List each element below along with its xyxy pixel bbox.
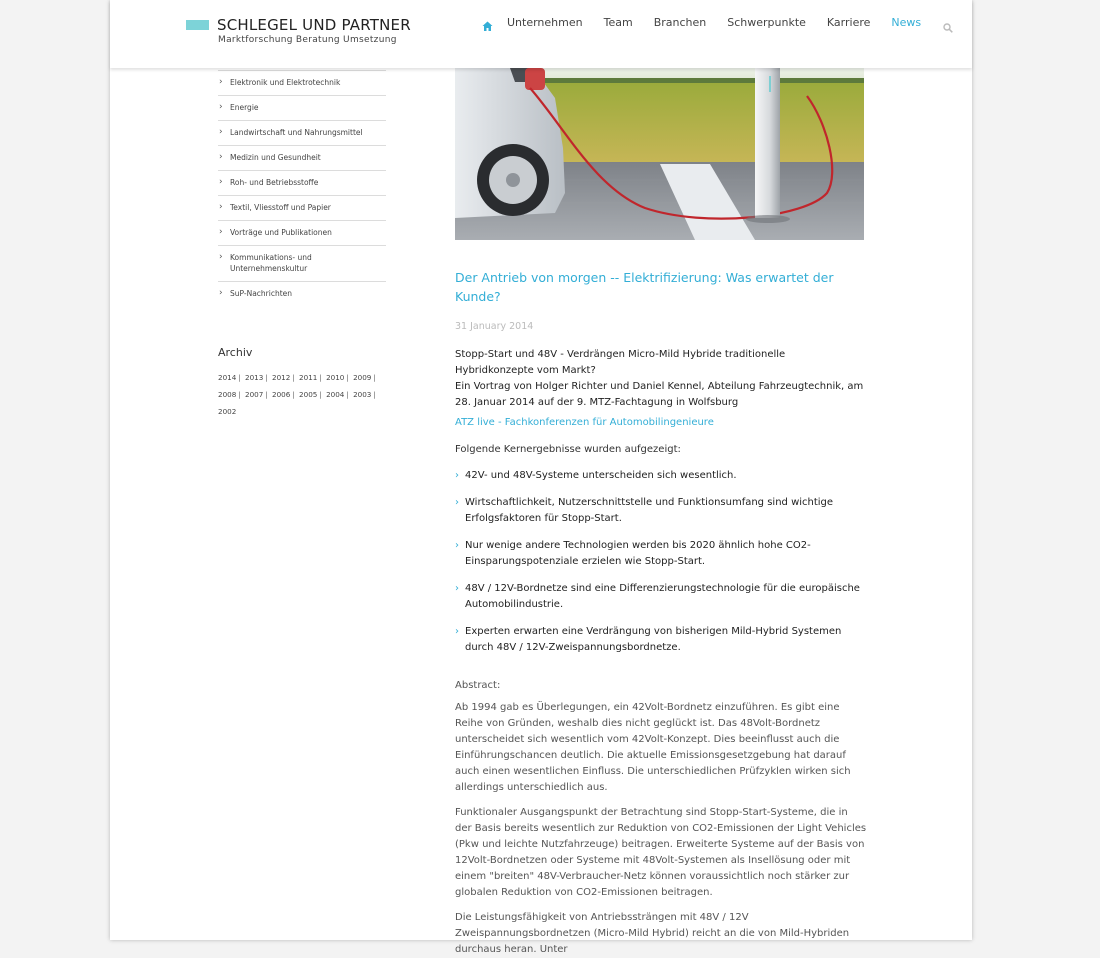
chevron-right-icon: › <box>219 177 223 187</box>
nav-news[interactable]: News <box>891 16 922 29</box>
sidebar-item-label: Kommunikations- und Unternehmenskultur <box>230 253 312 273</box>
sidebar-item-kommunikation[interactable] <box>218 246 386 282</box>
results-heading: Folgende Kernergebnisse wurden aufgezeigt: <box>455 444 681 455</box>
nav-team[interactable]: Team <box>603 16 633 29</box>
article-date: 31 January 2014 <box>455 321 534 332</box>
nav-karriere[interactable]: Karriere <box>826 16 871 29</box>
chevron-right-icon: › <box>219 152 223 162</box>
year-link[interactable]: 2012 <box>272 373 291 382</box>
search-icon[interactable] <box>943 18 953 28</box>
home-icon[interactable] <box>482 17 493 28</box>
year-link[interactable]: 2003 <box>353 390 372 399</box>
atz-live-link[interactable]: ATZ live - Fachkonferenzen für Automobilingenieure <box>455 417 714 428</box>
year-link[interactable]: 2009 <box>353 373 372 382</box>
year-link[interactable]: 2008 <box>218 390 237 399</box>
sidebar-item-label: Vorträge und Publikationen <box>230 228 332 237</box>
nav-unternehmen[interactable]: Unternehmen <box>507 16 583 29</box>
chevron-right-icon: › <box>455 540 459 551</box>
year-link[interactable]: 2014 <box>218 373 237 382</box>
logo-title[interactable]: SCHLEGEL UND PARTNER <box>217 16 411 34</box>
sidebar-item-energie[interactable] <box>218 96 386 121</box>
results-list <box>455 468 867 656</box>
sidebar-item-vortraege[interactable] <box>218 221 386 246</box>
chevron-right-icon: › <box>219 252 223 262</box>
chevron-right-icon: › <box>219 127 223 137</box>
article-title: Der Antrieb von morgen -- Elektrifizierung: Was erwartet der Kunde? <box>455 270 834 304</box>
list-item: › 48V / 12V-Bordnetze sind eine Differenzierungstechnologie für die europäische Automobilindustrie. <box>455 583 860 610</box>
chevron-right-icon: › <box>219 102 223 112</box>
nav-schwerpunkte[interactable]: Schwerpunkte <box>727 16 806 29</box>
sidebar-item-label: Energie <box>230 103 259 112</box>
year-link[interactable]: 2002 <box>218 407 237 416</box>
sidebar-item-label: Medizin und Gesundheit <box>230 153 321 162</box>
sidebar-item-roh[interactable] <box>218 171 386 196</box>
chevron-right-icon: › <box>219 77 223 87</box>
sidebar-item-label: SuP-Nachrichten <box>230 289 293 298</box>
page <box>110 0 972 955</box>
list-item: › Nur wenige andere Technologien werden bis 2020 ähnlich hohe CO2-Einsparungspotenziale erzielen wie Stopp-Start. <box>455 540 811 567</box>
sidebar-item-label: Textil, Vliesstoff und Papier <box>230 203 331 212</box>
sidebar-item-label: Roh- und Betriebsstoffe <box>230 178 319 187</box>
sidebar <box>218 70 386 420</box>
hero-image <box>455 68 864 240</box>
lead-question: Stopp-Start und 48V - Verdrängen Micro-Mild Hybride traditionelle Hybridkonzepte vom Markt? <box>455 349 786 376</box>
chevron-right-icon: › <box>219 202 223 212</box>
chevron-right-icon: › <box>455 470 459 481</box>
year-link[interactable]: 2013 <box>245 373 264 382</box>
abstract-paragraph: Die Leistungsfähigkeit von Antriebssträngen mit 48V / 12V Zweispannungsbordnetzen (Micro-Mild Hybrid) reicht an die von Mild-Hybriden durchaus heran. Unter <box>455 912 850 955</box>
archiv-years: 2014 | 2013 | 2012 | 2011 | 2010 | 2009 | 2008 | 2007 | 2006 | 2005 | 2004 | 2003 | 2002 <box>218 373 376 416</box>
chevron-right-icon: › <box>455 583 459 594</box>
site-header <box>110 0 972 68</box>
main-nav <box>482 16 953 29</box>
lead-speakers: Ein Vortrag von Holger Richter und Daniel Kennel, Abteilung Fahrzeugtechnik, am 28. Januar 2014 auf der 9. MTZ-Fachtagung in Wolfsburg <box>455 381 864 408</box>
sidebar-item-label: Elektronik und Elektrotechnik <box>230 78 341 87</box>
year-link[interactable]: 2007 <box>245 390 264 399</box>
year-link[interactable]: 2010 <box>326 373 345 382</box>
nav-branchen[interactable]: Branchen <box>653 16 707 29</box>
article-lead <box>455 347 867 411</box>
sidebar-item-medizin[interactable] <box>218 146 386 171</box>
list-item: › Experten erwarten eine Verdrängung von bisherigen Mild-Hybrid Systemen durch 48V / 12V-Zweispannungsbordnetze. <box>455 626 842 653</box>
list-item: › 42V- und 48V-Systeme unterscheiden sich wesentlich. <box>455 468 867 484</box>
year-link[interactable]: 2004 <box>326 390 345 399</box>
year-link[interactable]: 2005 <box>299 390 318 399</box>
chevron-right-icon: › <box>219 288 223 298</box>
logo-subtitle: Marktforschung Beratung Umsetzung <box>218 35 397 45</box>
chevron-right-icon: › <box>219 227 223 237</box>
year-link[interactable]: 2006 <box>272 390 291 399</box>
sidebar-item-elektronik[interactable] <box>218 70 386 96</box>
archiv-heading: Archiv <box>218 346 253 359</box>
abstract-paragraph: Ab 1994 gab es Überlegungen, ein 42Volt-Bordnetz einzuführen. Es gibt eine Reihe von Gründen, weshalb dies nicht geglückt ist. Das 48Volt-Bordnetz unterscheidet sich wesentlich vom 42Volt-Konzept. Dies beeinflusst auch die Einführungschancen deutlich. Die aktuelle Emissionsgesetzgebung hat darauf auch einen wesentlichen Einfluss. Die unterschiedlichen Prüfzyklen wirken sich allerdings unterschiedlich aus. <box>455 702 851 793</box>
sidebar-item-landwirtschaft[interactable] <box>218 121 386 146</box>
sidebar-item-label: Landwirtschaft und Nahrungsmittel <box>230 128 363 137</box>
chevron-right-icon: › <box>455 626 459 637</box>
year-link[interactable]: 2011 <box>299 373 318 382</box>
list-item: › Wirtschaftlichkeit, Nutzerschnittstelle und Funktionsumfang sind wichtige Erfolgsfaktoren für Stopp-Start. <box>455 497 834 524</box>
sidebar-item-sup[interactable] <box>218 282 386 306</box>
chevron-right-icon: › <box>455 497 459 508</box>
article <box>455 268 867 958</box>
sidebar-item-textil[interactable] <box>218 196 386 221</box>
abstract-heading: Abstract: <box>455 680 501 691</box>
abstract-paragraph: Funktionaler Ausgangspunkt der Betrachtung sind Stopp-Start-Systeme, die in der Basis bereits wesentlich zur Reduktion von CO2-Emissionen der Light Vehicles (Pkw und leichte Nutzfahrzeuge) beitragen. Erweiterte Systeme auf der Basis von 12Volt-Bordnetzen oder Systeme mit 48Volt-Systemen als Insellösung oder mit einem "breiten" 48V-Verbraucher-Netz können voraussichtlich noch stärker zur globalen Reduktion von CO2-Emissionen beitragen. <box>455 807 867 898</box>
logo-bar[interactable] <box>186 20 209 30</box>
